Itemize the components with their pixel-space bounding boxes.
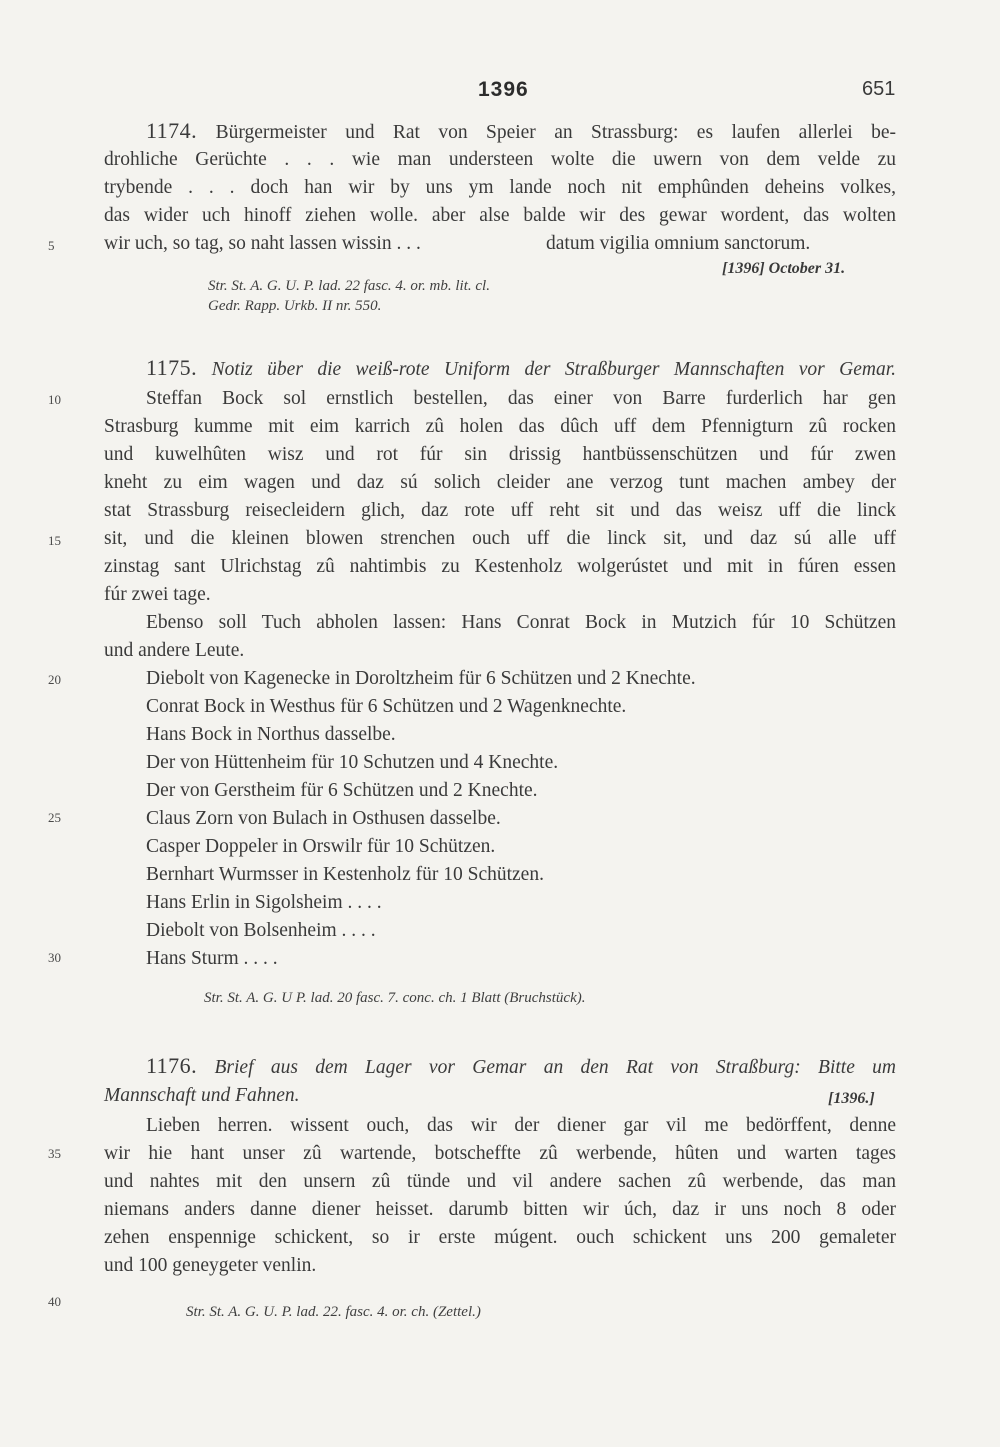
entry-1175-list-item: Claus Zorn von Bulach in Osthusen dasselbe.	[146, 808, 501, 829]
entry-1175-list-item: Hans Erlin in Sigolsheim . . . .	[146, 892, 382, 913]
margin-line-number: 20	[48, 672, 61, 687]
running-head-year: 1396	[478, 78, 529, 101]
entry-1174-date: [1396] October 31.	[722, 260, 846, 277]
entry-1175-line-6: sit, und die kleinen blowen strenchen ouch uff die linck sit, und daz sú alle uff	[104, 528, 896, 549]
entry-1175-line-8: fúr zwei tage.	[104, 584, 211, 605]
margin-line-number: 5	[48, 238, 55, 253]
margin-line-number: 35	[48, 1146, 61, 1161]
entry-1175-list-item: Diebolt von Kagenecke in Doroltzheim für 6 Schützen und 2 Knechte.	[146, 668, 696, 689]
entry-1175-list-item: Der von Gerstheim für 6 Schützen und 2 Knechte.	[146, 780, 538, 801]
entry-1176-source: Str. St. A. G. U. P. lad. 22. fasc. 4. or. ch. (Zettel.)	[186, 1304, 481, 1320]
entry-1176-line-2: wir hie hant unser zû wartende, botscheffte zû werbende, hûten und warten tages	[104, 1143, 896, 1164]
entry-1175-line-5: stat Strassburg reisecleidern glich, daz rote uff reht sit und das weisz uff die linck	[104, 500, 896, 521]
entry-1176-date: [1396.]	[828, 1090, 875, 1107]
entry-number: 1175.	[146, 355, 198, 380]
entry-1174-print: Gedr. Rapp. Urkb. II nr. 550.	[208, 298, 382, 314]
entry-1174-line-5: wir uch, so tag, so naht lassen wissin . . .	[104, 233, 421, 254]
margin-line-number: 40	[48, 1294, 61, 1309]
entry-1175-list-item: Hans Bock in Northus dasselbe.	[146, 724, 396, 745]
entry-1174-dating: datum vigilia omnium sanctorum.	[546, 233, 811, 254]
entry-1175-source: Str. St. A. G. U P. lad. 20 fasc. 7. conc. ch. 1 Blatt (Bruchstück).	[204, 990, 586, 1006]
entry-1176-line-1: Lieben herren. wissent ouch, das wir der diener gar vil me bedörffent, denne	[146, 1115, 896, 1136]
entry-1175-list-item: Diebolt von Bolsenheim . . . .	[146, 920, 376, 941]
entry-1174-line-3: trybende . . . doch han wir by uns ym lande noch nit emphûnden deheins volkes,	[104, 177, 896, 198]
entry-1176-line-4: niemans anders danne diener heisset. darumb bitten wir úch, daz ir uns noch 8 oder	[104, 1199, 896, 1220]
entry-1175-list-item: Der von Hüttenheim für 10 Schutzen und 4 Knechte.	[146, 752, 559, 773]
entry-1176-heading	[146, 1052, 896, 1082]
margin-line-number: 15	[48, 533, 61, 548]
margin-line-number: 10	[48, 392, 61, 407]
running-head	[0, 78, 1000, 108]
entry-1174-line-1: 1174. Bürgermeister und Rat von Speier an Strassburg: es laufen allerlei be-	[146, 118, 896, 143]
entry-1175-line-7: zinstag sant Ulrichstag zû nahtimbis zu Kestenholz wolgerústet und mit in fúren essen	[104, 556, 896, 577]
entry-1174-line-2: drohliche Gerüchte . . . wie man understeen wolte die uwern von dem velde zu	[104, 149, 896, 170]
entry-number: 1176.	[146, 1053, 198, 1078]
entry-title: Brief aus dem Lager vor Gemar an den Rat von Straßburg: Bitte um	[214, 1057, 897, 1078]
entry-1175-line-9: Ebenso soll Tuch abholen lassen: Hans Conrat Bock in Mutzich fúr 10 Schützen	[146, 612, 896, 633]
entry-title: Notiz über die weiß-rote Uniform der Straßburger Mannschaften vor Gemar.	[211, 359, 896, 380]
entry-1176-line-5: zehen enspennige schickent, so ir erste múgent. ouch schickent uns 200 gemaleter	[104, 1227, 896, 1248]
entry-1176-line-3: und nahtes mit den unsern zû tünde und vil andere sachen zû werbende, das man	[104, 1171, 896, 1192]
entry-1175-line-4: kneht zu eim wagen und daz sú solich cleider ane verzog tunt machen ambey der	[104, 472, 896, 493]
margin-line-number: 30	[48, 950, 61, 965]
entry-1175-line-2: Strasburg kumme mit eim karrich zû holen das dûch uff dem Pfennigturn zû rocken	[104, 416, 896, 437]
entry-1175-line-3: und kuwelhûten wisz und rot fúr sin drissig hantbüssenschützen und fúr zwen	[104, 444, 896, 465]
entry-1175-list-item: Casper Doppeler in Orswilr für 10 Schützen.	[146, 836, 496, 857]
entry-1175-heading	[146, 354, 896, 384]
entry-1176-heading-cont: Mannschaft und Fahnen.	[104, 1085, 300, 1106]
entry-1175-line-1: Steffan Bock sol ernstlich bestellen, das einer von Barre furderlich har gen	[146, 388, 896, 409]
entry-number: 1174.	[146, 118, 198, 143]
entry-1175-line-10: und andere Leute.	[104, 640, 245, 661]
page-number: 651	[862, 78, 896, 100]
margin-line-number: 25	[48, 810, 61, 825]
entry-1175-list-item: Bernhart Wurmsser in Kestenholz für 10 Schützen.	[146, 864, 544, 885]
entry-1174-line-4: das wider uch hinoff ziehen wolle. aber alse balde wir des gewar wordent, das wolten	[104, 205, 896, 226]
entry-1175-list-item: Conrat Bock in Westhus für 6 Schützen und 2 Wagenknechte.	[146, 696, 627, 717]
entry-1174-source: Str. St. A. G. U. P. lad. 22 fasc. 4. or. mb. lit. cl.	[208, 278, 490, 294]
entry-1176-line-6: und 100 geneygeter venlin.	[104, 1255, 317, 1276]
entry-1175-list-item: Hans Sturm . . . .	[146, 948, 278, 969]
